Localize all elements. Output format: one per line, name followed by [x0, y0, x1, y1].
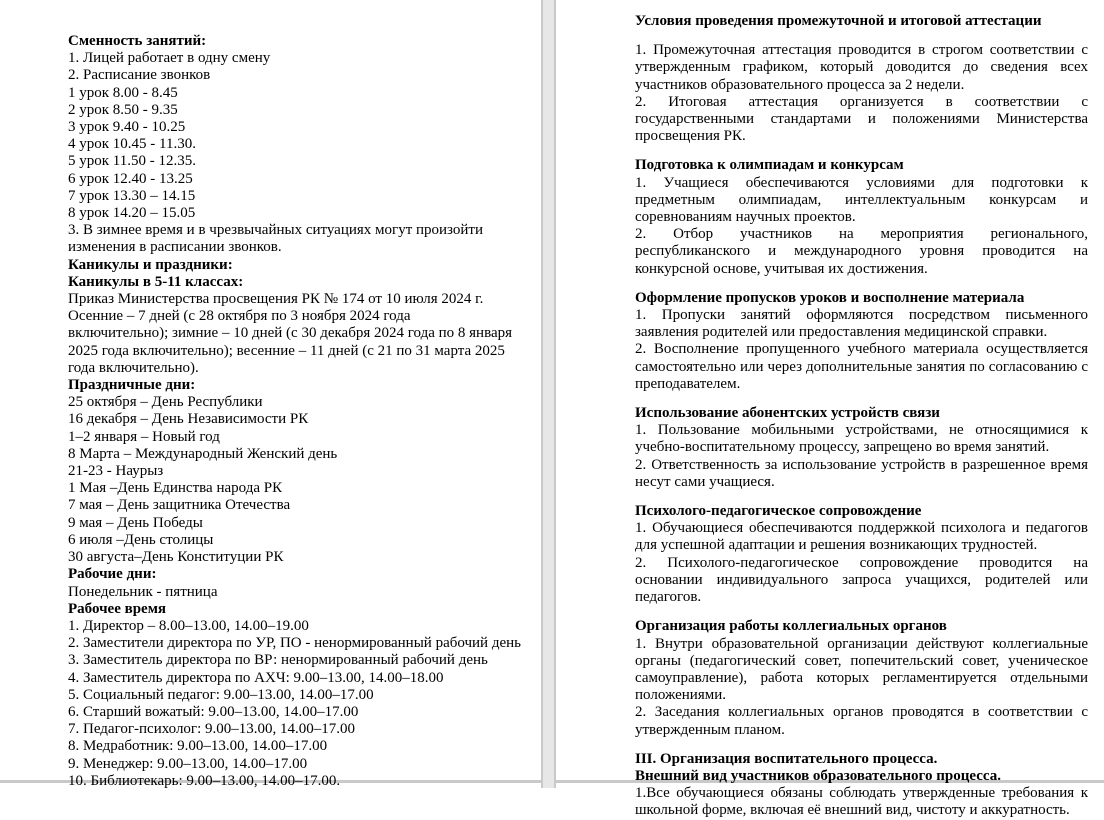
blank-line [635, 145, 1088, 157]
text-line: 7. Педагог-психолог: 9.00–13.00, 14.00–17.00 [68, 721, 356, 738]
section-heading: Праздничные дни: [68, 377, 196, 394]
text-line: 1 урок 8.00 - 8.45 [68, 84, 178, 101]
text-line: 30 августа–День Конституции РК [68, 549, 284, 566]
section-heading: Рабочие дни: [68, 566, 157, 583]
paragraph: 1. Обучающиеся обеспечиваются поддержкой психолога и педагогов для успешной адаптации и решения возникающих трудностей. [635, 520, 1088, 554]
blank-line [635, 491, 1088, 503]
text-line: 8 Марта – Международный Женский день [68, 445, 338, 462]
text-line: 8. Медработник: 9.00–13.00, 14.00–17.00 [68, 738, 328, 755]
page-left-text-block [68, 33, 521, 790]
paragraph: 1. Учащиеся обеспечиваются условиями для подготовки к предметным олимпиадам, интеллектуальным конкурсам и соревнованиям научных проектов. [635, 174, 1088, 226]
text-line: 3 урок 9.40 - 10.25 [68, 119, 186, 136]
section-heading: Сменность занятий: [68, 33, 207, 49]
section-heading: Условия проведения промежуточной и итоговой аттестации [635, 13, 1042, 29]
text-line: 2. Расписание звонков [68, 67, 211, 84]
text-line: Понедельник - пятница [68, 583, 218, 600]
paragraph: 1. Пропуски занятий оформляются посредством письменного заявления родителей или предоставления медицинской справки. [635, 307, 1088, 341]
paragraph: 2. Заседания коллегиальных органов проводятся в соответствии с утвержденным планом. [635, 704, 1088, 738]
page-right-text-block [635, 13, 1088, 820]
text-line: 5 урок 11.50 - 12.35. [68, 153, 196, 170]
text-line: 6. Старший вожатый: 9.00–13.00, 14.00–17.00 [68, 703, 359, 720]
section-heading: Каникулы и праздники: [68, 256, 233, 273]
text-line: 9 мая – День Победы [68, 514, 203, 531]
blank-line [635, 30, 1088, 42]
paragraph: 1. Пользование мобильными устройствами, не относящимися к учебно-воспитательному процессу, запрещено во время занятий. [635, 422, 1088, 456]
paragraph: 2. Восполнение пропущенного учебного материала осуществляется самостоятельно или через дополнительные занятия по согласованию с преподавателем. [635, 341, 1088, 392]
text-line: 25 октября – День Республики [68, 394, 263, 411]
blank-line [635, 278, 1088, 290]
paragraph: 2. Отбор участников на мероприятия регионального, республиканского и международного уровня проводится на конкурсной основе, учитывая их достижения. [635, 226, 1088, 277]
section-heading: Использование абонентских устройств связи [635, 405, 940, 422]
paragraph: Приказ Министерства просвещения РК № 174 от 10 июля 2024 г. Осенние – 7 дней (с 28 октября по 3 ноября 2024 года включительно); зимние – 10 дней (с 30 декабря 2024 года по 8 января 2025 года включительно); весенние – 11 дней (с 21 по 31 марта 2025 года включительно). [68, 291, 513, 376]
text-line: 1 Мая –День Единства народа РК [68, 480, 283, 497]
paragraph: 1. Внутри образовательной организации действуют коллегиальные органы (педагогический совет, попечительский совет, ученическое самоуправление), работа которых регламентируется отдельными положениями. [635, 635, 1088, 704]
text-line: 6 урок 12.40 - 13.25 [68, 170, 193, 187]
section-heading: Внешний вид участников образовательного процесса. [635, 767, 1001, 784]
paragraph: 2. Итоговая аттестация организуется в соответствии с государственными стандартами и положениями Министерства просвещения РК. [635, 93, 1088, 145]
section-heading: III. Организация воспитательного процесса. [635, 750, 938, 767]
text-line: 1–2 января – Новый год [68, 428, 220, 445]
page-right [556, 0, 1104, 819]
paragraph: 1.Все обучающиеся обязаны соблюдать утвержденные требования к школьной форме, включая её внешний вид, чистоту и аккуратность. [635, 785, 1088, 819]
text-line: 9. Менеджер: 9.00–13.00, 14.00–17.00 [68, 755, 308, 772]
text-line: 6 июля –День столицы [68, 531, 214, 548]
section-heading: Психолого-педагогическое сопровождение [635, 503, 922, 520]
text-line: 2. Заместители директора по УР, ПО - ненормированный рабочий день [68, 635, 521, 652]
section-heading: Рабочее время [68, 600, 167, 617]
text-line: 8 урок 14.20 – 15.05 [68, 205, 196, 222]
text-line: 7 урок 13.30 – 14.15 [68, 187, 196, 204]
text-line: 4. Заместитель директора по АХЧ: 9.00–13.00, 14.00–18.00 [68, 669, 444, 686]
text-line: 7 мая – День защитника Отечества [68, 497, 291, 514]
text-line: 4 урок 10.45 - 11.30. [68, 136, 196, 153]
section-heading: Подготовка к олимпиадам и конкурсам [635, 157, 904, 174]
section-heading: Каникулы в 5-11 классах: [68, 273, 244, 290]
paragraph: 1. Промежуточная аттестация проводится в строгом соответствии с утвержденным графиком, который доводится до сведения всех участников образовательного процесса за 2 недели. [635, 42, 1088, 93]
page-left [0, 0, 541, 789]
text-line: 16 декабря – День Независимости РК [68, 411, 309, 428]
paragraph: 3. В зимнее время и в чрезвычайных ситуациях могут произойти изменения в расписании звонков. [68, 222, 483, 256]
page-gutter [541, 0, 556, 788]
text-line: 10. Библиотекарь: 9.00–13.00, 14.00–17.00. [68, 772, 341, 789]
section-heading: Оформление пропусков уроков и восполнение материала [635, 289, 1025, 306]
blank-line [635, 393, 1088, 405]
section-heading: Организация работы коллегиальных органов [635, 618, 947, 635]
text-line: 21-23 - Наурыз [68, 463, 164, 480]
text-line: 1. Директор – 8.00–13.00, 14.00–19.00 [68, 617, 309, 634]
text-line: 5. Социальный педагог: 9.00–13.00, 14.00–17.00 [68, 686, 374, 703]
blank-line [635, 606, 1088, 618]
paragraph: 2. Ответственность за использование устройств в разрешенное время несут сами учащиеся. [635, 456, 1088, 490]
text-line: 2 урок 8.50 - 9.35 [68, 101, 178, 118]
paragraph: 2. Психолого-педагогическое сопровождение проводится на основании индивидуального запроса учащихся, родителей или педагогов. [635, 554, 1088, 606]
text-line: 1. Лицей работает в одну смену [68, 50, 271, 67]
blank-line [635, 739, 1088, 751]
text-line: 3. Заместитель директора по ВР: ненормированный рабочий день [68, 652, 488, 669]
